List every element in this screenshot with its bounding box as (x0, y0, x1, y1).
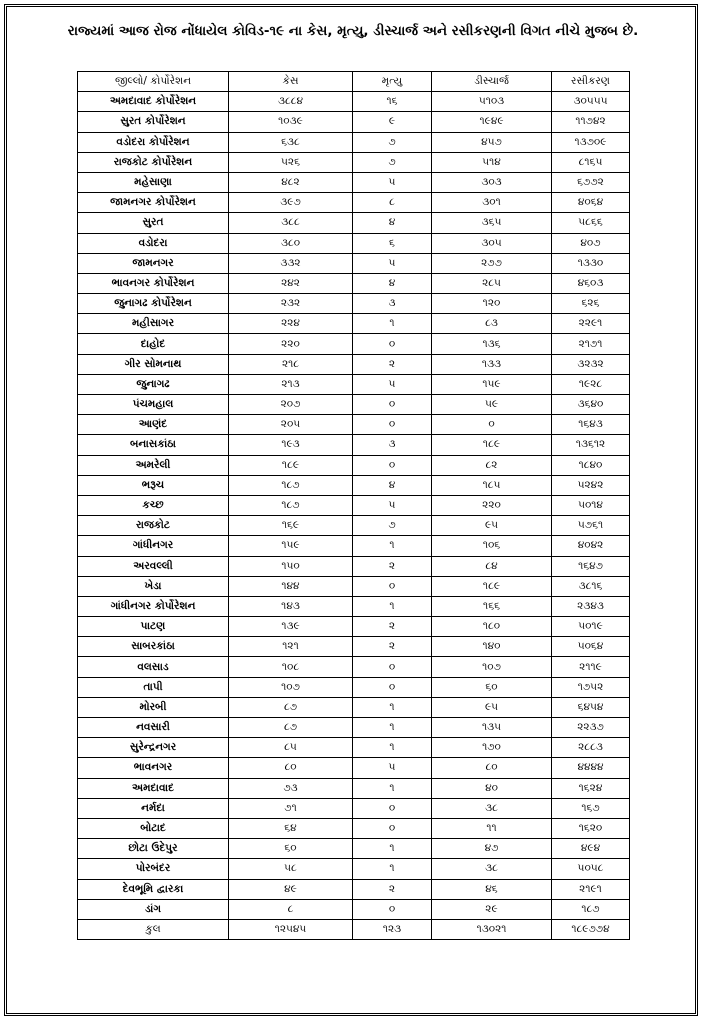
vaccination-cell: ૫૮૬૬ (552, 213, 630, 233)
district-cell: આણંદ (78, 415, 229, 435)
deaths-cell: ૫ (353, 172, 432, 192)
cases-cell: ૪૮૨ (229, 172, 353, 192)
district-cell: મહેસાણા (78, 172, 229, 192)
discharge-cell: ૮૦ (432, 758, 552, 778)
deaths-cell: ૩ (353, 435, 432, 455)
cases-cell: ૧૮૭ (229, 475, 353, 495)
district-cell: જામનગર કોર્પોરેશન (78, 193, 229, 213)
deaths-cell: ૦ (353, 576, 432, 596)
district-cell: અમરેલી (78, 455, 229, 475)
cases-cell: ૨૨૦ (229, 334, 353, 354)
vaccination-cell: ૧૬૨૪ (552, 778, 630, 798)
table-row (78, 879, 630, 899)
header-discharge: ડીસ્ચાર્જ (432, 72, 552, 92)
cases-cell: ૩૮૮૪ (229, 92, 353, 112)
deaths-cell: ૦ (353, 818, 432, 838)
vaccination-cell: ૧૮૭ (552, 899, 630, 919)
discharge-cell: ૮૪ (432, 556, 552, 576)
deaths-cell: ૦ (353, 677, 432, 697)
discharge-cell: ૧૭૦ (432, 738, 552, 758)
table-row (78, 253, 630, 273)
discharge-cell: ૦ (432, 415, 552, 435)
vaccination-cell: ૨૮૮૩ (552, 738, 630, 758)
discharge-cell: ૧૮૯ (432, 435, 552, 455)
cases-cell: ૮ (229, 899, 353, 919)
cases-cell: ૩૮૮ (229, 213, 353, 233)
table-row (78, 839, 630, 859)
district-cell: સુરત કોર્પોરેશન (78, 112, 229, 132)
district-cell: છોટા ઉદેપુર (78, 839, 229, 859)
deaths-cell: ૧ (353, 596, 432, 616)
cases-cell: ૮૫ (229, 738, 353, 758)
total-row (78, 919, 630, 939)
district-cell: તાપી (78, 677, 229, 697)
discharge-cell: ૧૩૬ (432, 334, 552, 354)
cases-cell: ૨૦૭ (229, 395, 353, 415)
deaths-cell: ૦ (353, 395, 432, 415)
table-row (78, 697, 630, 717)
district-cell: ડાંગ (78, 899, 229, 919)
cases-cell: ૧૦૮ (229, 657, 353, 677)
cases-cell: ૧૩૯ (229, 617, 353, 637)
vaccination-cell: ૧૧૭૪૨ (552, 112, 630, 132)
district-cell: નર્મદા (78, 798, 229, 818)
district-cell: ગાંધીનગર (78, 536, 229, 556)
deaths-cell: ૧ (353, 697, 432, 717)
table-row (78, 455, 630, 475)
deaths-cell: ૧ (353, 839, 432, 859)
deaths-cell: ૨ (353, 556, 432, 576)
cases-cell: ૮૭ (229, 697, 353, 717)
vaccination-cell: ૪૪૪૪ (552, 758, 630, 778)
district-cell: ખેડા (78, 576, 229, 596)
vaccination-cell: ૮૧૬૫ (552, 152, 630, 172)
vaccination-cell: ૧૬૪૭ (552, 556, 630, 576)
vaccination-cell: ૧૯૨૮ (552, 374, 630, 394)
deaths-cell: ૦ (353, 334, 432, 354)
discharge-cell: ૧૨૦ (432, 294, 552, 314)
vaccination-cell: ૪૯૪ (552, 839, 630, 859)
vaccination-cell: ૫૦૧૯ (552, 617, 630, 637)
district-cell: વડોદરા (78, 233, 229, 253)
cases-cell: ૬૦ (229, 839, 353, 859)
total-district-cell: કુલ (78, 919, 229, 939)
district-cell: જુનાગઢ કોર્પોરેશન (78, 294, 229, 314)
table-row (78, 334, 630, 354)
table-row (78, 294, 630, 314)
table-row (78, 354, 630, 374)
table-row (78, 172, 630, 192)
cases-cell: ૧૮૯ (229, 455, 353, 475)
table-row (78, 193, 630, 213)
discharge-cell: ૮૩ (432, 314, 552, 334)
deaths-cell: ૦ (353, 798, 432, 818)
table-row (78, 92, 630, 112)
district-cell: સાબરકાંઠા (78, 637, 229, 657)
cases-cell: ૨૪૨ (229, 273, 353, 293)
deaths-cell: ૭ (353, 132, 432, 152)
table-row (78, 818, 630, 838)
district-cell: પાટણ (78, 617, 229, 637)
deaths-cell: ૪ (353, 475, 432, 495)
deaths-cell: ૧૬ (353, 92, 432, 112)
vaccination-cell: ૩૨૩૨ (552, 354, 630, 374)
table-row (78, 637, 630, 657)
total-discharge-cell: ૧૩૦૨૧ (432, 919, 552, 939)
vaccination-cell: ૬૨૬ (552, 294, 630, 314)
vaccination-cell: ૪૬૦૩ (552, 273, 630, 293)
cases-cell: ૮૭ (229, 718, 353, 738)
district-cell: સુરત (78, 213, 229, 233)
district-cell: અમદાવાદ (78, 778, 229, 798)
cases-cell: ૫૮ (229, 859, 353, 879)
cases-cell: ૪૯ (229, 879, 353, 899)
deaths-cell: ૨ (353, 637, 432, 657)
discharge-cell: ૨૯ (432, 899, 552, 919)
vaccination-cell: ૨૧૯૧ (552, 879, 630, 899)
cases-cell: ૧૯૩ (229, 435, 353, 455)
district-cell: નવસારી (78, 718, 229, 738)
table-row (78, 395, 630, 415)
table-row (78, 859, 630, 879)
deaths-cell: ૦ (353, 899, 432, 919)
discharge-cell: ૩૬૫ (432, 213, 552, 233)
deaths-cell: ૦ (353, 415, 432, 435)
table-row (78, 677, 630, 697)
discharge-cell: ૫૯ (432, 395, 552, 415)
discharge-cell: ૧૩૩ (432, 354, 552, 374)
cases-cell: ૧૦૩૯ (229, 112, 353, 132)
discharge-cell: ૩૦૧ (432, 193, 552, 213)
deaths-cell: ૪ (353, 273, 432, 293)
table-row (78, 516, 630, 536)
district-cell: કચ્છ (78, 495, 229, 515)
discharge-cell: ૧૬૬ (432, 596, 552, 616)
deaths-cell: ૧ (353, 778, 432, 798)
cases-cell: ૧૪૩ (229, 596, 353, 616)
table-row (78, 798, 630, 818)
district-cell: બનાસકાંઠા (78, 435, 229, 455)
vaccination-cell: ૨૨૯૧ (552, 314, 630, 334)
cases-cell: ૭૧ (229, 798, 353, 818)
discharge-cell: ૯૫ (432, 516, 552, 536)
vaccination-cell: ૫૨૪૨ (552, 475, 630, 495)
district-cell: વડોદરા કોર્પોરેશન (78, 132, 229, 152)
discharge-cell: ૫૧૪ (432, 152, 552, 172)
cases-cell: ૭૩ (229, 778, 353, 798)
discharge-cell: ૧૧ (432, 818, 552, 838)
district-cell: ભાવનગર કોર્પોરેશન (78, 273, 229, 293)
district-cell: અમદાવાદ કોર્પોરેશન (78, 92, 229, 112)
discharge-cell: ૪૫૭ (432, 132, 552, 152)
discharge-cell: ૧૩૫ (432, 718, 552, 738)
discharge-cell: ૧૪૦ (432, 637, 552, 657)
table-row (78, 132, 630, 152)
district-cell: બોટાદ (78, 818, 229, 838)
deaths-cell: ૧ (353, 859, 432, 879)
vaccination-cell: ૪૦૭ (552, 233, 630, 253)
cases-cell: ૨૧૮ (229, 354, 353, 374)
header-district: જીલ્લો/ કોર્પોરેશન (78, 72, 229, 92)
deaths-cell: ૭ (353, 152, 432, 172)
cases-cell: ૫૨૬ (229, 152, 353, 172)
discharge-cell: ૪૬ (432, 879, 552, 899)
table-header-row (78, 72, 630, 92)
vaccination-cell: ૩૦૫૫૫ (552, 92, 630, 112)
table-row (78, 617, 630, 637)
deaths-cell: ૧ (353, 718, 432, 738)
vaccination-cell: ૩૬૪૦ (552, 395, 630, 415)
deaths-cell: ૨ (353, 879, 432, 899)
discharge-cell: ૩૦૫ (432, 233, 552, 253)
table-row (78, 596, 630, 616)
table-row (78, 435, 630, 455)
table-row (78, 778, 630, 798)
vaccination-cell: ૫૦૬૪ (552, 637, 630, 657)
deaths-cell: ૧ (353, 738, 432, 758)
district-cell: રાજકોટ કોર્પોરેશન (78, 152, 229, 172)
discharge-cell: ૬૦ (432, 677, 552, 697)
table-row (78, 536, 630, 556)
cases-cell: ૬૪ (229, 818, 353, 838)
discharge-cell: ૨૭૭ (432, 253, 552, 273)
deaths-cell: ૨ (353, 354, 432, 374)
discharge-cell: ૩૦૩ (432, 172, 552, 192)
vaccination-cell: ૫૭૬૧ (552, 516, 630, 536)
discharge-cell: ૧૫૯ (432, 374, 552, 394)
total-vaccination-cell: ૧૮૯૭૭૪ (552, 919, 630, 939)
cases-cell: ૧૮૭ (229, 495, 353, 515)
deaths-cell: ૯ (353, 112, 432, 132)
vaccination-cell: ૧૩૩૦ (552, 253, 630, 273)
deaths-cell: ૭ (353, 516, 432, 536)
deaths-cell: ૫ (353, 374, 432, 394)
district-cell: દેવભૂમિ દ્વારકા (78, 879, 229, 899)
vaccination-cell: ૫૦૫૮ (552, 859, 630, 879)
header-deaths: મૃત્યુ (353, 72, 432, 92)
discharge-cell: ૧૮૫ (432, 475, 552, 495)
vaccination-cell: ૧૩૭૦૯ (552, 132, 630, 152)
district-cell: દાહોદ (78, 334, 229, 354)
deaths-cell: ૧ (353, 314, 432, 334)
cases-cell: ૩૮૦ (229, 233, 353, 253)
district-cell: મોરબી (78, 697, 229, 717)
table-row (78, 152, 630, 172)
header-vaccination: રસીકરણ (552, 72, 630, 92)
district-cell: પોરબંદર (78, 859, 229, 879)
table-row (78, 657, 630, 677)
discharge-cell: ૩૮ (432, 798, 552, 818)
table-row (78, 495, 630, 515)
district-cell: ભરૂચ (78, 475, 229, 495)
discharge-cell: ૮૨ (432, 455, 552, 475)
deaths-cell: ૨ (353, 617, 432, 637)
deaths-cell: ૩ (353, 294, 432, 314)
vaccination-cell: ૧૭૫૨ (552, 677, 630, 697)
covid-data-table (77, 71, 630, 940)
total-cases-cell: ૧૨૫૪૫ (229, 919, 353, 939)
vaccination-cell: ૪૦૪૨ (552, 536, 630, 556)
cases-cell: ૨૩૨ (229, 294, 353, 314)
deaths-cell: ૫ (353, 253, 432, 273)
total-deaths-cell: ૧૨૩ (353, 919, 432, 939)
cases-cell: ૧૦૭ (229, 677, 353, 697)
table-row (78, 899, 630, 919)
discharge-cell: ૨૮૫ (432, 273, 552, 293)
vaccination-cell: ૬૪૫૪ (552, 697, 630, 717)
table-row (78, 314, 630, 334)
vaccination-cell: ૨૧૧૯ (552, 657, 630, 677)
cases-cell: ૨૧૩ (229, 374, 353, 394)
page-title: રાજ્યમાં આજ રોજ નોંધાયેલ કોવિડ-૧૯ ના કેસ, મૃત્યુ, ડીસ્ચાર્જ અને રસીકરણની વિગત નીચે મુજબ છે. (67, 23, 639, 39)
deaths-cell: ૪ (353, 213, 432, 233)
district-cell: જામનગર (78, 253, 229, 273)
header-cases: કેસ (229, 72, 353, 92)
cases-cell: ૧૪૪ (229, 576, 353, 596)
vaccination-cell: ૧૬૨૦ (552, 818, 630, 838)
table-row (78, 112, 630, 132)
table-row (78, 374, 630, 394)
cases-cell: ૧૫૯ (229, 536, 353, 556)
vaccination-cell: ૨૩૪૩ (552, 596, 630, 616)
district-cell: પંચમહાલ (78, 395, 229, 415)
table-row (78, 758, 630, 778)
district-cell: વલસાડ (78, 657, 229, 677)
vaccination-cell: ૫૦૧૪ (552, 495, 630, 515)
cases-cell: ૧૫૦ (229, 556, 353, 576)
deaths-cell: ૫ (353, 495, 432, 515)
deaths-cell: ૦ (353, 455, 432, 475)
table-row (78, 213, 630, 233)
deaths-cell: ૧ (353, 536, 432, 556)
table-row (78, 233, 630, 253)
district-cell: અરવલ્લી (78, 556, 229, 576)
discharge-cell: ૧૦૭ (432, 657, 552, 677)
cases-cell: ૩૩૨ (229, 253, 353, 273)
cases-cell: ૧૨૧ (229, 637, 353, 657)
cases-cell: ૩૯૭ (229, 193, 353, 213)
discharge-cell: ૪૦ (432, 778, 552, 798)
discharge-cell: ૩૮ (432, 859, 552, 879)
district-cell: સુરેન્દ્રનગર (78, 738, 229, 758)
table-row (78, 415, 630, 435)
district-cell: ભાવનગર (78, 758, 229, 778)
vaccination-cell: ૪૦૬૪ (552, 193, 630, 213)
vaccination-cell: ૩૮૧૬ (552, 576, 630, 596)
table-row (78, 273, 630, 293)
cases-cell: ૨૨૪ (229, 314, 353, 334)
table-row (78, 718, 630, 738)
vaccination-cell: ૨૨૩૭ (552, 718, 630, 738)
deaths-cell: ૦ (353, 657, 432, 677)
table-row (78, 576, 630, 596)
district-cell: ગાંધીનગર કોર્પોરેશન (78, 596, 229, 616)
discharge-cell: ૧૮૯ (432, 576, 552, 596)
vaccination-cell: ૬૭૭૨ (552, 172, 630, 192)
deaths-cell: ૫ (353, 758, 432, 778)
vaccination-cell: ૧૩૬૧૨ (552, 435, 630, 455)
discharge-cell: ૯૫ (432, 697, 552, 717)
table-row (78, 475, 630, 495)
discharge-cell: ૧૯૪૯ (432, 112, 552, 132)
district-cell: ગીર સોમનાથ (78, 354, 229, 374)
discharge-cell: ૪૭ (432, 839, 552, 859)
cases-cell: ૧૬૯ (229, 516, 353, 536)
vaccination-cell: ૨૧૭૧ (552, 334, 630, 354)
district-cell: રાજકોટ (78, 516, 229, 536)
deaths-cell: ૮ (353, 193, 432, 213)
discharge-cell: ૧૮૦ (432, 617, 552, 637)
vaccination-cell: ૧૬૭ (552, 798, 630, 818)
discharge-cell: ૫૧૦૩ (432, 92, 552, 112)
discharge-cell: ૧૦૬ (432, 536, 552, 556)
district-cell: મહીસાગર (78, 314, 229, 334)
deaths-cell: ૬ (353, 233, 432, 253)
discharge-cell: ૨૨૦ (432, 495, 552, 515)
cases-cell: ૬૩૮ (229, 132, 353, 152)
table-row (78, 738, 630, 758)
cases-cell: ૨૦૫ (229, 415, 353, 435)
vaccination-cell: ૧૬૪૩ (552, 415, 630, 435)
vaccination-cell: ૧૮૪૦ (552, 455, 630, 475)
district-cell: જુનાગઢ (78, 374, 229, 394)
table-row (78, 556, 630, 576)
cases-cell: ૮૦ (229, 758, 353, 778)
